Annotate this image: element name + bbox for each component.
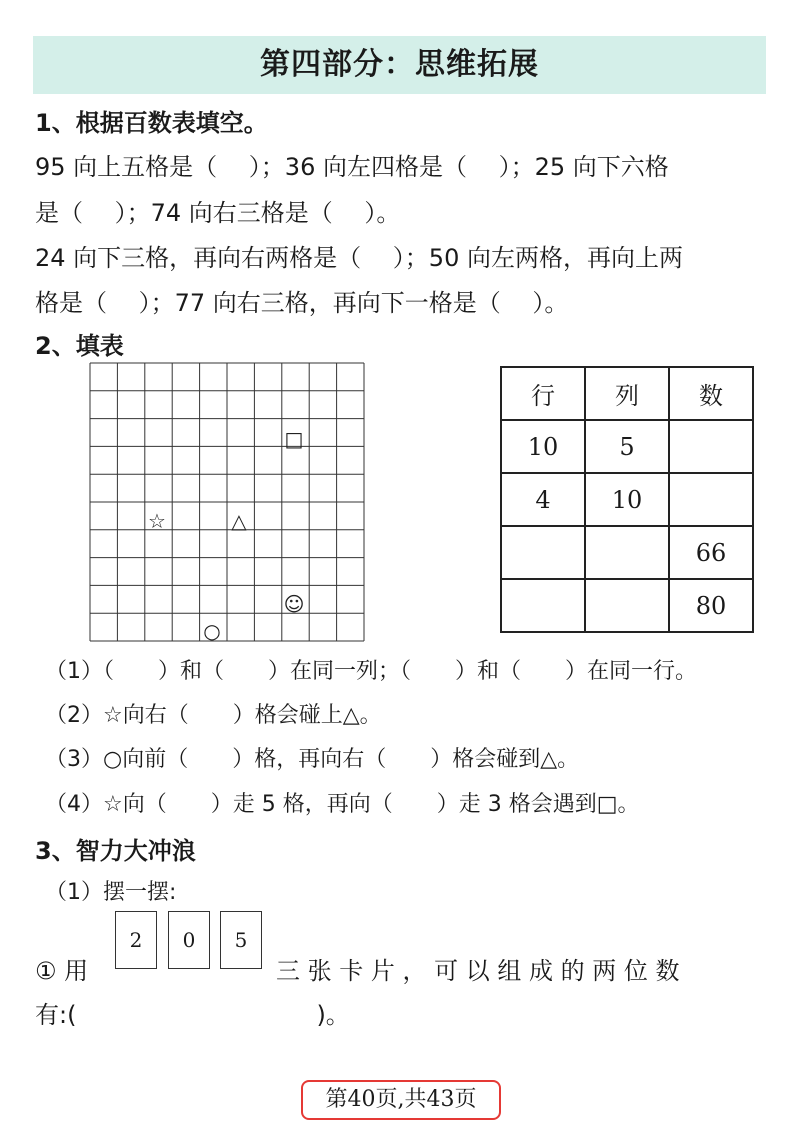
cards-sentence: 三 张 卡 片 ， 可 以 组 成 的 两 位 数 [276, 957, 680, 985]
grid-smiley-symbol: ☺ [283, 592, 305, 616]
number-card-2: 0 [168, 911, 210, 969]
table-row [501, 420, 753, 473]
question-2: （2）☆向右（ ）格会碰上△。 [45, 703, 382, 728]
section1-line-4: 格是（ ）；77 向右三格，再向下一格是（ ）。 [35, 289, 569, 317]
section1-line-1: 95 向上五格是（ ）；36 向左四格是（ ）；25 向下六格 [35, 153, 669, 181]
question-1: （1）（ ）和（ ）在同一列；（ ）和（ ）在同一行。 [45, 659, 697, 684]
grid-square-symbol: □ [284, 427, 304, 451]
table-cell: 4 [501, 473, 585, 526]
section1-heading: 1、根据百数表填空。 [35, 109, 268, 137]
answer-line: 有:( )。 [35, 1001, 350, 1029]
table-header-cell: 数 [669, 367, 753, 420]
table-cell: 80 [669, 579, 753, 632]
section3-subheading: （1）摆一摆: [45, 880, 177, 905]
table-cell: 66 [669, 526, 753, 579]
table-cell [585, 526, 669, 579]
table-cell [669, 473, 753, 526]
section1-line-2: 是（ ）；74 向右三格是（ ）。 [35, 199, 401, 227]
section2-heading: 2、填表 [35, 332, 124, 360]
row-column-number-table [500, 366, 754, 633]
table-header-cell: 行 [501, 367, 585, 420]
table-cell: 5 [585, 420, 669, 473]
page-title: 第四部分：思维拓展 [33, 36, 766, 94]
page-number: 第40页,共43页 [301, 1080, 501, 1120]
table-cell [669, 420, 753, 473]
number-card-3: 5 [220, 911, 262, 969]
section1-line-3: 24 向下三格，再向右两格是（ ）；50 向左两格，再向上两 [35, 244, 683, 272]
table-cell [501, 526, 585, 579]
grid-circle-symbol: ○ [203, 619, 221, 642]
cards-prefix: ① 用 [35, 957, 89, 985]
table-row [501, 473, 753, 526]
section3-heading: 3、智力大冲浪 [35, 837, 196, 865]
table-cell: 10 [501, 420, 585, 473]
grid-triangle-symbol: △ [231, 509, 247, 533]
question-3: （3）○向前（ ）格，再向右（ ）格会碰到△。 [45, 747, 580, 772]
table-header-cell: 列 [585, 367, 669, 420]
number-card-1: 2 [115, 911, 157, 969]
table-cell [501, 579, 585, 632]
table-header-row [501, 367, 753, 420]
question-4: （4）☆向（ ）走 5 格，再向（ ）走 3 格会遇到□。 [45, 792, 640, 817]
table-cell: 10 [585, 473, 669, 526]
table-cell [585, 579, 669, 632]
hundred-grid [89, 362, 365, 642]
grid-star-symbol: ☆ [148, 509, 166, 533]
table-row [501, 579, 753, 632]
table-row [501, 526, 753, 579]
